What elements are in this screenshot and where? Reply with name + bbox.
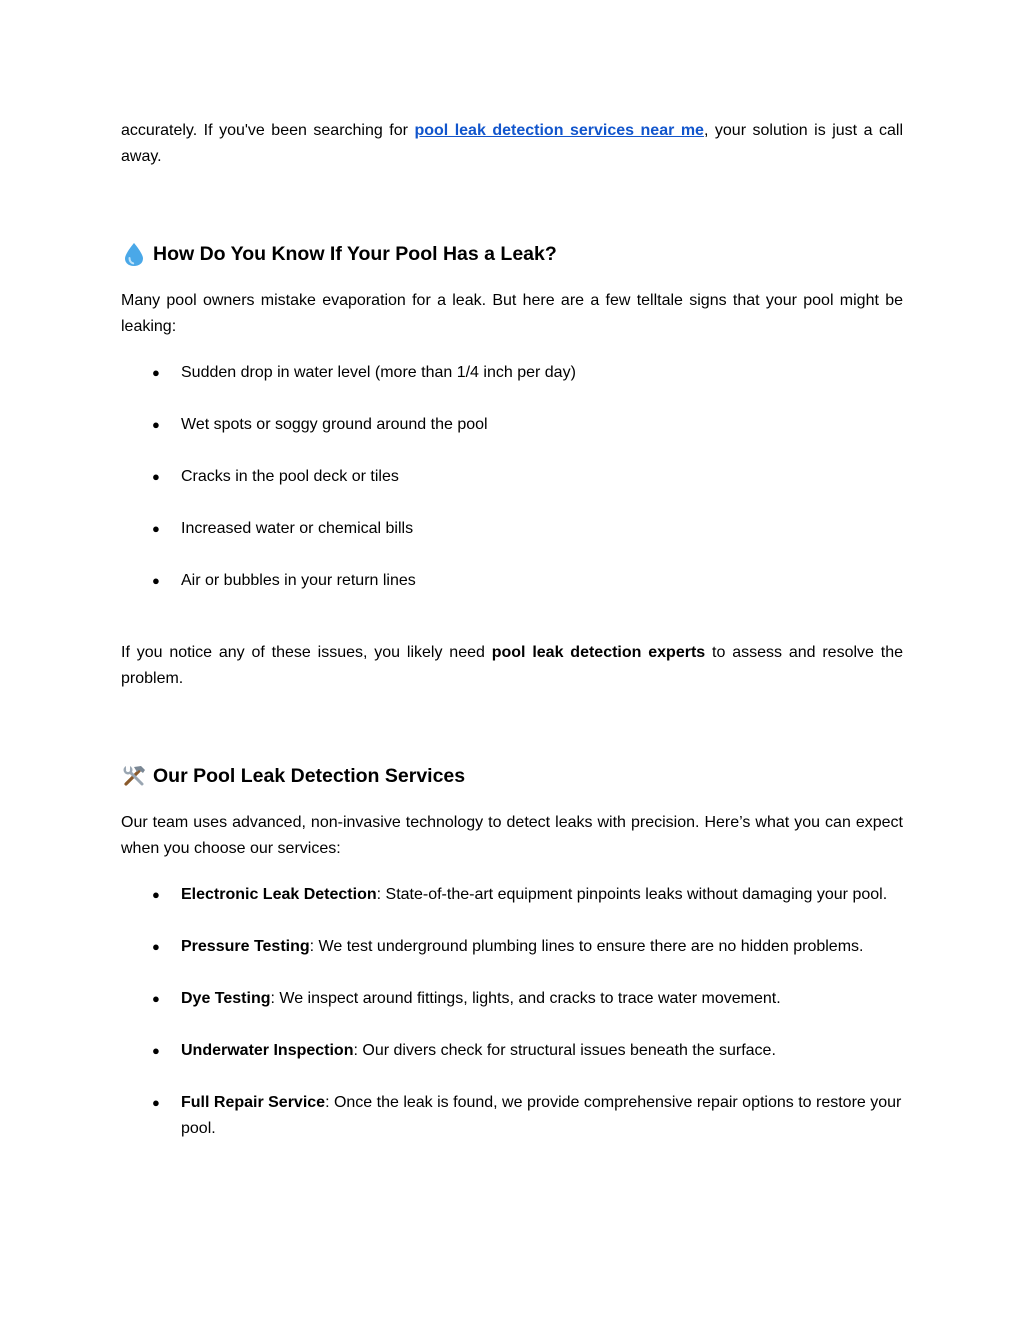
- list-item: [121, 412, 903, 438]
- service-description: : State-of-the-art equipment pinpoints leaks without damaging your pool.: [376, 886, 888, 903]
- droplet-icon: [121, 241, 147, 267]
- intro-text-after-link: , your solution is just a call away.: [121, 122, 904, 165]
- intro-text-before-link: accurately. If you've been searching for: [121, 122, 415, 139]
- service-title: Electronic Leak Detection: [181, 886, 377, 903]
- leak-outro-paragraph: [121, 640, 903, 692]
- intro-paragraph: [121, 118, 903, 170]
- bullet-dot: ●: [152, 1095, 160, 1110]
- bullet-dot: ●: [152, 1043, 160, 1058]
- services-section-heading: [121, 762, 903, 790]
- bullet-dot: ●: [152, 573, 160, 588]
- service-description: : We test underground plumbing lines to ensure there are no hidden problems.: [309, 938, 864, 955]
- list-item: [121, 516, 903, 542]
- leak-outro-text: If you notice any of these issues, you likely need: [121, 644, 492, 661]
- hammer-and-wrench-icon: [121, 763, 147, 789]
- bullet-dot: ●: [152, 939, 160, 954]
- service-description: : We inspect around fittings, lights, and cracks to trace water movement.: [270, 990, 781, 1007]
- list-item-text: Cracks in the pool deck or tiles: [181, 468, 399, 485]
- bullet-dot: ●: [152, 469, 160, 484]
- service-title: Pressure Testing: [181, 938, 310, 955]
- leak-intro-paragraph: Many pool owners mistake evaporation for a leak. But here are a few telltale signs that your pool might be leaking:: [121, 292, 903, 335]
- leak-section-heading-text: How Do You Know If Your Pool Has a Leak?: [153, 243, 557, 265]
- service-description: : Once the leak is found, we provide comprehensive repair options to restore your pool.: [181, 1094, 902, 1137]
- services-section-heading-text: Our Pool Leak Detection Services: [153, 765, 466, 787]
- service-title: Dye Testing: [181, 990, 271, 1007]
- list-item-text: Wet spots or soggy ground around the pool: [181, 416, 488, 433]
- list-item: [121, 986, 903, 1012]
- list-item-text: Sudden drop in water level (more than 1/4 inch per day): [181, 364, 576, 381]
- services-intro-paragraph: Our team uses advanced, non-invasive technology to detect leaks with precision. Here’s what you can expect when you choose our services:: [121, 814, 903, 857]
- list-item-text: Increased water or chemical bills: [181, 520, 414, 537]
- list-item-text: Air or bubbles in your return lines: [181, 572, 416, 589]
- bullet-dot: ●: [152, 991, 160, 1006]
- pool-leak-detection-link[interactable]: pool leak detection services near me: [414, 122, 704, 139]
- bullet-dot: ●: [152, 417, 160, 432]
- bullet-dot: ●: [152, 521, 160, 536]
- service-title: Full Repair Service: [181, 1094, 326, 1111]
- list-item: [121, 360, 903, 386]
- list-item: [121, 568, 903, 594]
- list-item: [121, 464, 903, 490]
- list-item: [121, 1090, 903, 1142]
- service-title: Underwater Inspection: [181, 1042, 354, 1059]
- leak-signs-list: [121, 360, 903, 594]
- leak-section-heading: [121, 240, 903, 268]
- leak-outro-text-end: to assess and resolve the problem.: [121, 644, 904, 687]
- list-item: [121, 1038, 903, 1064]
- service-description: : Our divers check for structural issues beneath the surface.: [353, 1042, 776, 1059]
- experts-emphasis: pool leak detection experts: [491, 644, 706, 661]
- bullet-dot: ●: [152, 365, 160, 380]
- document-page: [121, 118, 903, 1142]
- services-list: [121, 882, 903, 1142]
- list-item: [121, 934, 903, 960]
- bullet-dot: ●: [152, 887, 160, 902]
- list-item: [121, 882, 903, 908]
